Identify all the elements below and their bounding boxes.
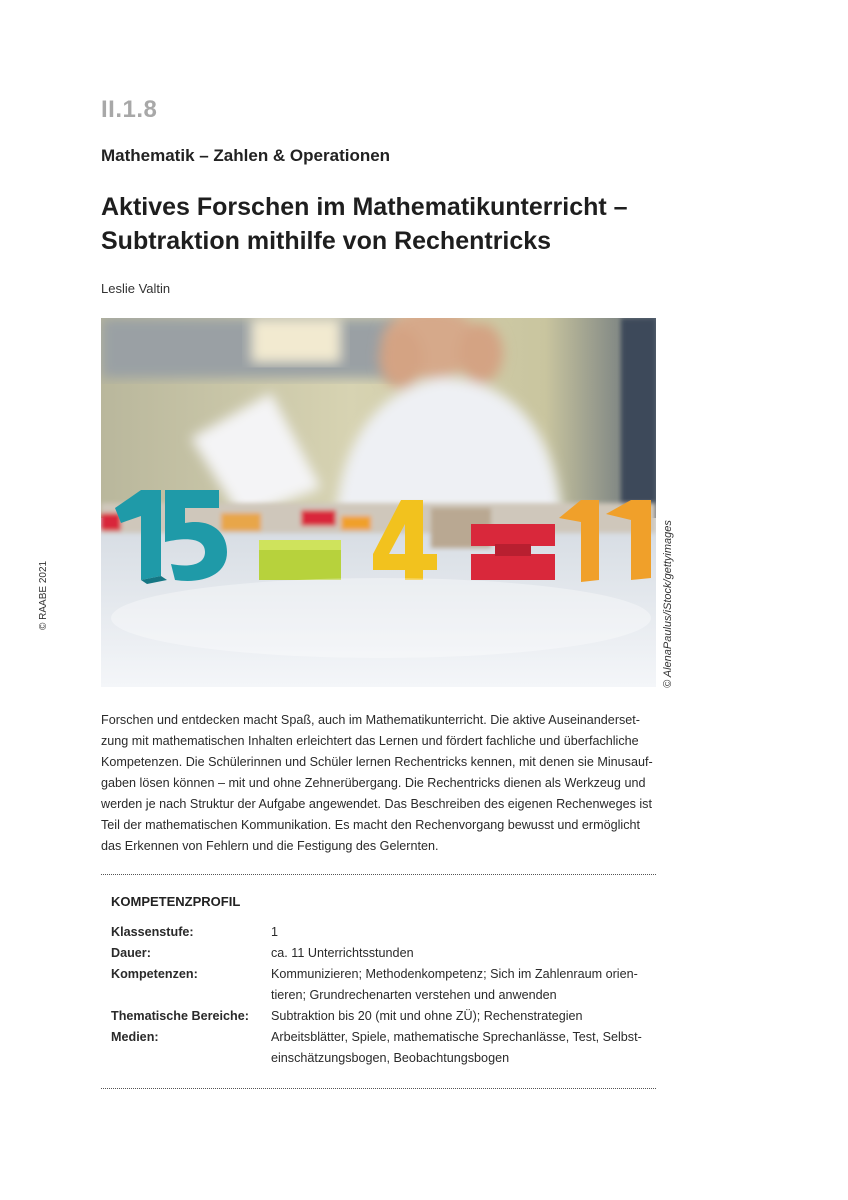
profile-value-line: Arbeitsblätter, Spiele, mathematische Sprechanlässe, Test, Selbst- bbox=[271, 1030, 642, 1044]
subject-heading: Mathematik – Zahlen & Operationen bbox=[101, 146, 391, 165]
profile-value bbox=[271, 922, 656, 943]
intro-line: Teil der mathematischen Kommunikation. Es macht den Rechenvorgang bewusst und ermöglicht bbox=[101, 818, 641, 832]
page-title bbox=[101, 190, 721, 258]
profile-value bbox=[271, 1027, 656, 1069]
profile-value bbox=[271, 1006, 656, 1027]
profile-value bbox=[271, 964, 656, 1006]
intro-line: das Erkennen von Fehlern und die Festigung des Gelernten. bbox=[101, 839, 439, 853]
profile-label: Dauer: bbox=[111, 946, 151, 960]
unit-code: II.1.8 bbox=[101, 96, 158, 123]
cover-photo-illustration bbox=[101, 318, 656, 687]
intro-line: Kompetenzen. Die Schülerinnen und Schüler lernen Rechentricks kennen, mit denen sie Minusauf- bbox=[101, 755, 653, 769]
profile-label: Klassenstufe: bbox=[111, 925, 194, 939]
profile-value bbox=[271, 943, 656, 964]
profile-label: Thematische Bereiche: bbox=[111, 1009, 249, 1023]
intro-line: gaben lösen können – mit und ohne Zehnerübergang. Die Rechentricks dienen als Werkzeug und bbox=[101, 776, 646, 790]
profile-value-line: Kommunizieren; Methodenkompetenz; Sich im Zahlenraum orien- bbox=[271, 967, 638, 981]
profile-value-line: Subtraktion bis 20 (mit und ohne ZÜ); Rechenstrategien bbox=[271, 1009, 583, 1023]
block-green bbox=[259, 540, 341, 580]
profile-value-line: einschätzungsbogen, Beobachtungsbogen bbox=[271, 1051, 510, 1065]
profile-heading: KOMPETENZPROFIL bbox=[111, 894, 241, 909]
intro-line: Forschen und entdecken macht Spaß, auch im Mathematikunterricht. Die aktive Auseinanderset- bbox=[101, 713, 641, 727]
profile-value-line: 1 bbox=[271, 925, 279, 939]
title-line-1: Aktives Forschen im Mathematikunterricht – bbox=[101, 193, 628, 221]
title-line-2: Subtraktion mithilfe von Rechentricks bbox=[101, 227, 552, 255]
divider-top bbox=[101, 874, 656, 875]
profile-value-line: ca. 11 Unterrichtsstunden bbox=[271, 946, 414, 960]
intro-paragraph bbox=[101, 710, 663, 857]
divider-bottom bbox=[101, 1088, 656, 1089]
author-name: Leslie Valtin bbox=[101, 281, 171, 296]
copyright-notice: © RAABE 2021 bbox=[38, 560, 49, 630]
intro-line: werden je nach Struktur der Aufgabe angewendet. Das Beschreiben des eigenen Rechenweges ist bbox=[101, 797, 652, 811]
profile-value-line: tieren; Grundrechenarten verstehen und anwenden bbox=[271, 988, 557, 1002]
profile-label: Medien: bbox=[111, 1030, 159, 1044]
photo-credit: © AlenaPaulus/iStock/gettyimages bbox=[662, 520, 674, 688]
profile-label: Kompetenzen: bbox=[111, 967, 198, 981]
cover-photo bbox=[101, 318, 656, 687]
intro-line: zung mit mathematischen Inhalten erleichtert das Lernen und fördert fachliche und überfachliche bbox=[101, 734, 639, 748]
